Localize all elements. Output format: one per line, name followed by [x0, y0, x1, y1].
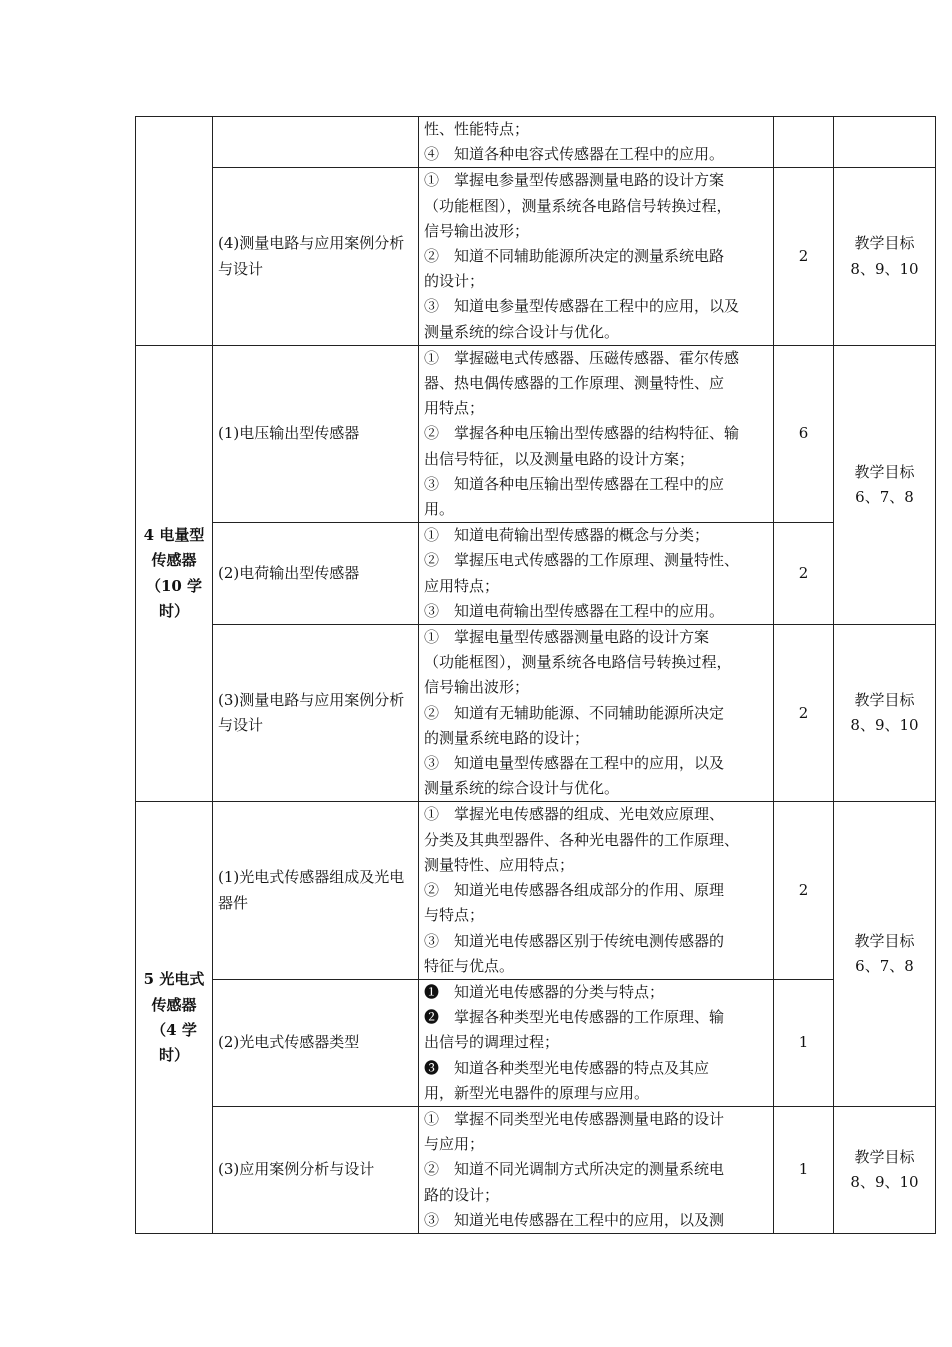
topic-cell: (3)测量电路与应用案例分析与设计: [213, 625, 419, 802]
hours-cell: 2: [774, 625, 834, 802]
content-line: 应用特点；: [424, 576, 500, 595]
content-line: ② 知道不同光调制方式所决定的测量系统电: [424, 1160, 725, 1179]
content-line: 测量特性、应用特点；: [424, 855, 575, 874]
goal-numbers: 6、7、8: [855, 487, 914, 506]
content-line: 与应用；: [424, 1135, 485, 1154]
content-line: 出信号的调理过程；: [424, 1033, 560, 1052]
content-line: ① 掌握光电传感器的组成、光电效应原理、: [424, 805, 725, 824]
syllabus-table: [135, 116, 936, 1234]
hours-cell: 2: [774, 523, 834, 625]
content-line: ① 掌握电量型传感器测量电路的设计方案: [424, 628, 710, 647]
table-row: [136, 523, 936, 625]
goal-cell: [834, 625, 936, 802]
topic-cell: (1)电压输出型传感器: [213, 345, 419, 522]
content-cell: [419, 625, 774, 802]
content-cell: [419, 168, 774, 345]
content-cell: [419, 802, 774, 979]
content-line: 与特点；: [424, 906, 485, 925]
content-line: ① 知道电荷输出型传感器的概念与分类；: [424, 526, 710, 545]
table-row: [136, 625, 936, 802]
content-cell: [419, 117, 774, 168]
content-line: 信号输出波形；: [424, 221, 530, 240]
content-line: ② 掌握压电式传感器的工作原理、测量特性、: [424, 551, 740, 570]
chapter-cell: 5 光电式传感器（4 学时）: [136, 802, 213, 1233]
topic-cell: (4)测量电路与应用案例分析与设计: [213, 168, 419, 345]
content-line: 信号输出波形；: [424, 678, 530, 697]
content-line: 的测量系统电路的设计；: [424, 728, 590, 747]
goal-label: 教学目标: [854, 234, 915, 253]
hours-cell: [774, 117, 834, 168]
content-line: ② 知道光电传感器各组成部分的作用、原理: [424, 881, 725, 900]
hours-cell: 2: [774, 802, 834, 979]
topic-cell: (2)光电式传感器类型: [213, 979, 419, 1106]
goal-numbers: 6、7、8: [855, 957, 914, 976]
chapter-cell: 4 电量型传感器（10 学时）: [136, 345, 213, 802]
content-line: ③ 知道光电传感器区别于传统电测传感器的: [424, 931, 725, 950]
goal-numbers: 8、9、10: [850, 259, 919, 278]
content-line: 用特点；: [424, 399, 485, 418]
content-line: （功能框图），测量系统各电路信号转换过程，: [424, 653, 732, 672]
content-line: ④ 知道各种电容式传感器在工程中的应用。: [424, 145, 725, 164]
topic-cell: (2)电荷输出型传感器: [213, 523, 419, 625]
goal-label: 教学目标: [854, 932, 915, 950]
content-line: 路的设计；: [424, 1185, 500, 1204]
content-line: 分类及其典型器件、各种光电器件的工作原理、: [424, 830, 740, 849]
content-line: 用。: [424, 500, 455, 519]
content-line: ③ 知道电参量型传感器在工程中的应用，以及: [424, 297, 740, 316]
content-line: ② 知道不同辅助能源所决定的测量系统电路: [424, 247, 725, 266]
content-line: 的设计；: [424, 272, 485, 291]
content-line: 性、性能特点；: [424, 120, 530, 138]
topic-cell: [213, 117, 419, 168]
hours-cell: 2: [774, 168, 834, 345]
table-row: [136, 979, 936, 1106]
table-row: [136, 802, 936, 979]
content-line: 用，新型光电器件的原理与应用。: [424, 1083, 650, 1102]
goal-cell: [834, 345, 936, 624]
content-line: 测量系统的综合设计与优化。: [424, 779, 620, 798]
content-line: 器、热电偶传感器的工作原理、测量特性、应: [424, 374, 725, 393]
table-row: [136, 1106, 936, 1233]
content-line: ① 掌握磁电式传感器、压磁传感器、霍尔传感: [424, 348, 740, 367]
content-cell: [419, 345, 774, 522]
content-line: 特征与优点。: [424, 956, 515, 975]
goal-cell: [834, 117, 936, 168]
chapter-cell: [136, 117, 213, 346]
table-row: [136, 168, 936, 345]
content-cell: [419, 979, 774, 1106]
content-line: ➋ 掌握各种类型光电传感器的工作原理、输: [424, 1008, 725, 1027]
hours-cell: 1: [774, 1106, 834, 1233]
content-line: ③ 知道电量型传感器在工程中的应用，以及: [424, 754, 725, 773]
topic-cell: (3)应用案例分析与设计: [213, 1106, 419, 1233]
content-line: ② 知道有无辅助能源、不同辅助能源所决定: [424, 703, 725, 722]
goal-numbers: 8、9、10: [850, 716, 919, 735]
topic-cell: (1)光电式传感器组成及光电器件: [213, 802, 419, 979]
content-line: ② 掌握各种电压输出型传感器的结构特征、输: [424, 424, 740, 443]
goal-cell: [834, 802, 936, 1106]
goal-label: 教学目标: [854, 1147, 915, 1166]
goal-cell: [834, 1106, 936, 1233]
hours-cell: 1: [774, 979, 834, 1106]
content-line: ➌ 知道各种类型光电传感器的特点及其应: [424, 1058, 710, 1077]
table-row: [136, 117, 936, 168]
content-line: ① 掌握不同类型光电传感器测量电路的设计: [424, 1109, 725, 1128]
content-cell: [419, 1106, 774, 1233]
content-line: 出信号特征，以及测量电路的设计方案；: [424, 449, 695, 468]
hours-cell: 6: [774, 345, 834, 522]
content-line: ③ 知道电荷输出型传感器在工程中的应用。: [424, 601, 725, 620]
goal-numbers: 8、9、10: [850, 1172, 919, 1191]
content-line: ③ 知道光电传感器在工程中的应用，以及测: [424, 1210, 725, 1229]
goal-label: 教学目标: [854, 691, 915, 710]
table-row: [136, 345, 936, 522]
content-line: （功能框图），测量系统各电路信号转换过程，: [424, 196, 732, 215]
content-line: ③ 知道各种电压输出型传感器在工程中的应: [424, 474, 725, 493]
content-line: ➊ 知道光电传感器的分类与特点；: [424, 982, 665, 1001]
content-line: 测量系统的综合设计与优化。: [424, 322, 620, 341]
content-line: ① 掌握电参量型传感器测量电路的设计方案: [424, 171, 725, 190]
goal-cell: [834, 168, 936, 345]
content-cell: [419, 523, 774, 625]
goal-label: 教学目标: [854, 462, 915, 481]
